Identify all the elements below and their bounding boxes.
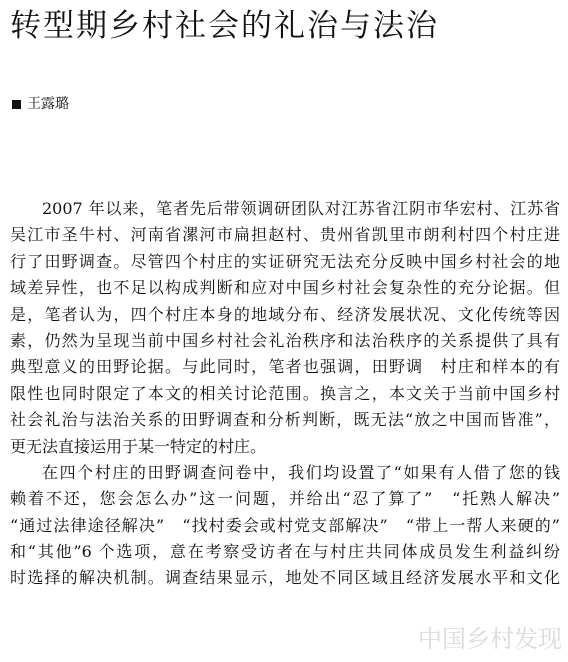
paragraph-line: “通过法律途径解决” “找村委会或村党支部解决” “带上一帮人来硬的” — [10, 515, 560, 535]
paragraph-line: 限性也同时限定了本文的相关讨论范围。换言之，本文关于当前中国乡村 — [10, 383, 560, 403]
paragraph-line: 吴江市圣牛村、河南省漯河市扁担赵村、贵州省凯里市朗利村四个村庄进 — [10, 225, 560, 245]
paragraph-line: 赖着不还，您会怎么办”这一问题，并给出“忍了算了” “托熟人解决” — [10, 489, 560, 509]
paragraph-line: 在四个村庄的田野调查问卷中，我们均设置了“如果有人借了您的钱 — [42, 462, 560, 482]
article-body — [10, 196, 560, 592]
paragraph-line: 2007 年以来，笔者先后带领调研团队对江苏省江阴市华宏村、江苏省 — [42, 199, 560, 218]
article-title: 转型期乡村社会的礼治与法治 — [10, 8, 439, 44]
paragraph-line: 行了田野调查。尽管四个村庄的实证研究无法充分反映中国乡村社会的地 — [10, 251, 560, 271]
author-line — [12, 94, 69, 114]
paragraph-line: 典型意义的田野论据。与此同时，笔者也强调，田野调 村庄和样本的有 — [10, 357, 560, 377]
paragraph-line: 是，笔者认为，四个村庄本身的地域分布、经济发展状况、文化传统等因 — [10, 304, 560, 324]
paragraph-line: 社会礼治与法治关系的田野调查和分析判断，既无法“放之中国而皆准”， — [10, 410, 560, 430]
paragraph-line: 域差异性，也不足以构成判断和应对中国乡村社会复杂性的充分论据。但 — [10, 278, 560, 298]
author-name: 王露璐 — [27, 96, 69, 112]
watermark: 中国乡村发现 — [418, 625, 562, 653]
paragraph-line: 时选择的解决机制。调查结果显示，地处不同区域且经济发展水平和文化 — [10, 568, 560, 588]
paragraph-line: 素，仍然为呈现当前中国乡村社会礼治秩序和法治秩序的关系提供了具有 — [10, 330, 560, 350]
paragraph-line: 和“其他”6 个选项，意在考察受访者在与村庄共同体成员发生利益纠纷 — [10, 542, 560, 562]
paragraph-line: 更无法直接运用于某一特定的村庄。 — [10, 436, 267, 456]
square-bullet-icon — [12, 100, 21, 109]
